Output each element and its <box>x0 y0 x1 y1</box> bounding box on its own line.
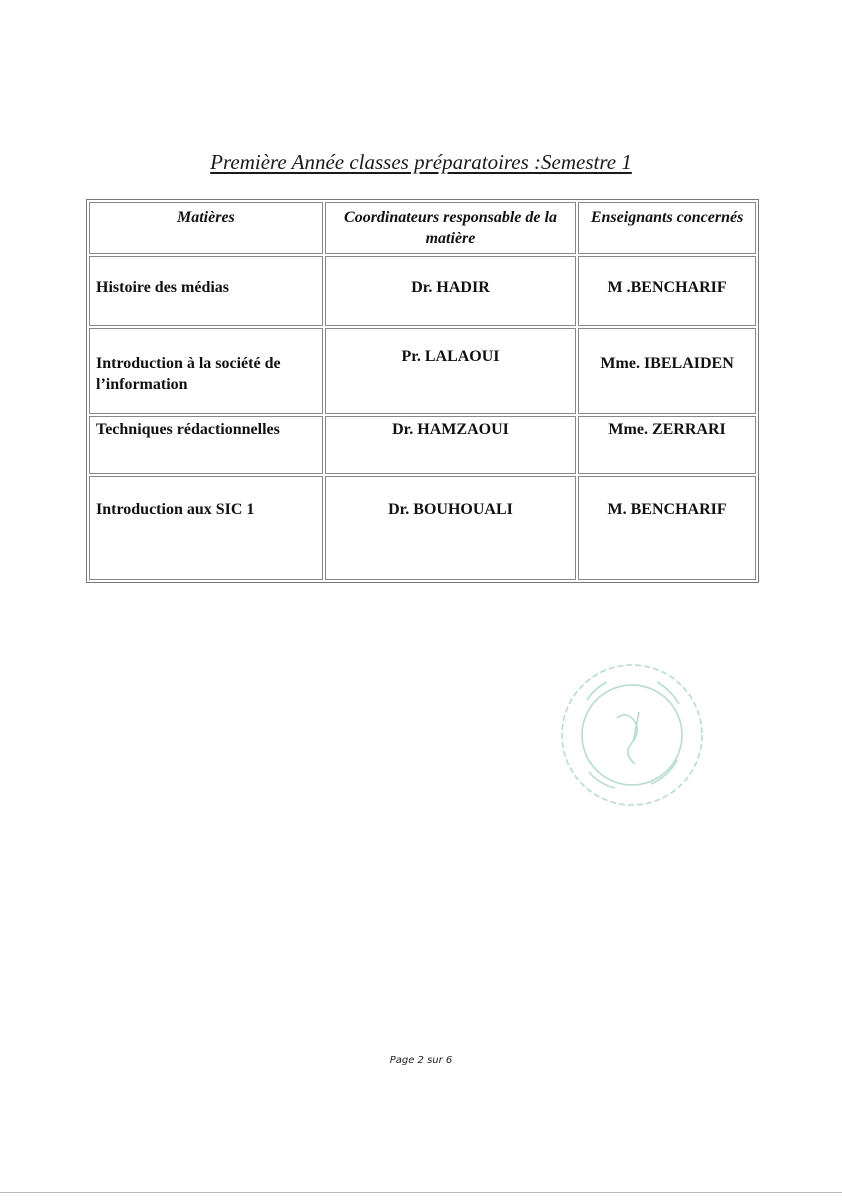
subject-cell: Techniques rédactionnelles <box>89 416 323 474</box>
header-coordinator: Coordinateurs responsable de la matière <box>325 202 576 254</box>
header-teachers: Enseignants concernés <box>578 202 756 254</box>
teachers-cell: M .BENCHARIF <box>578 256 756 326</box>
page-title: Première Année classes préparatoires :Semestre 1 <box>210 150 632 174</box>
official-seal-icon <box>557 660 707 810</box>
table-row <box>89 328 756 414</box>
teachers-cell: M. BENCHARIF <box>578 476 756 580</box>
table-row <box>89 256 756 326</box>
header-subject: Matières <box>89 202 323 254</box>
coordinator-cell: Dr. HADIR <box>325 256 576 326</box>
table-row <box>89 416 756 474</box>
subject-cell: Introduction à la société de l’information <box>89 328 323 414</box>
coordinator-cell: Dr. BOUHOUALI <box>325 476 576 580</box>
subject-cell: Introduction aux SIC 1 <box>89 476 323 580</box>
teachers-cell: Mme. ZERRARI <box>578 416 756 474</box>
page-footer: Page 2 sur 6 <box>389 1055 453 1066</box>
coordinator-cell: Dr. HAMZAOUI <box>325 416 576 474</box>
course-table <box>86 199 759 583</box>
teachers-cell: Mme. IBELAIDEN <box>578 328 756 414</box>
subject-cell: Histoire des médias <box>89 256 323 326</box>
table-header-row <box>89 202 756 254</box>
bottom-rule <box>0 1192 842 1193</box>
coordinator-cell: Pr. LALAOUI <box>325 328 576 414</box>
table-row <box>89 476 756 580</box>
